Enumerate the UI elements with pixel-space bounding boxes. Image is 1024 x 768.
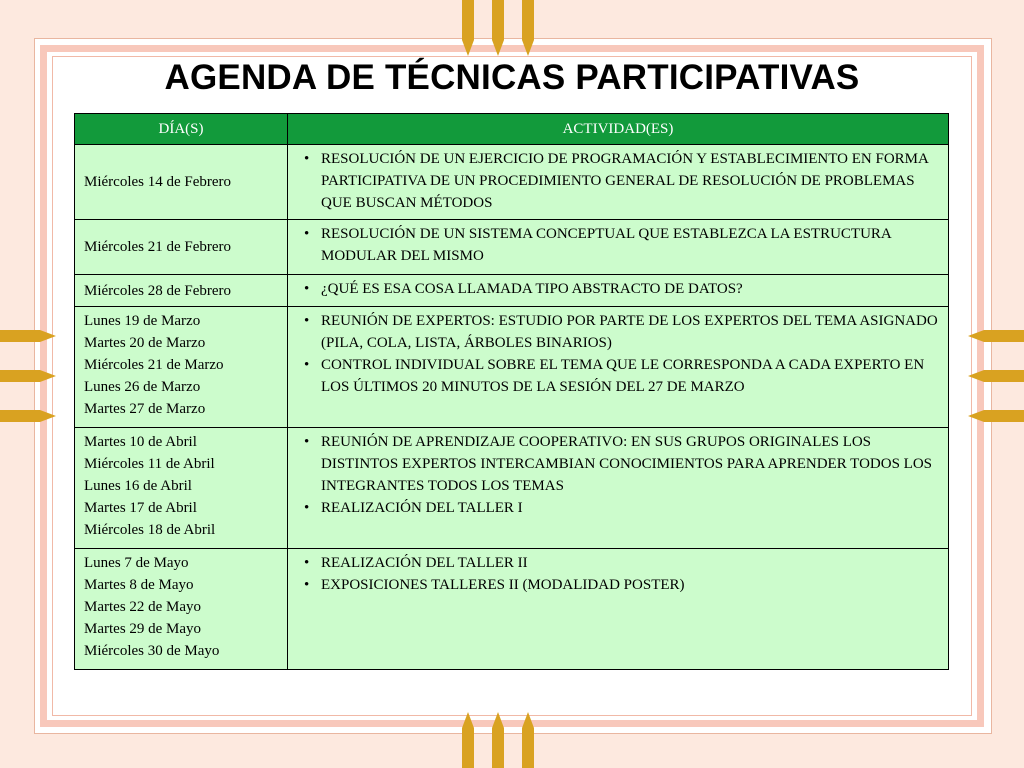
activity-list [297,278,939,300]
activity-cell [288,428,949,549]
day-text: Martes 10 de Abril [84,434,197,450]
day-text: Miércoles 28 de Febrero [84,282,232,299]
day-text: Martes 20 de Marzo [84,335,206,351]
activity-item: • REALIZACIÓN DEL TALLER II [321,552,939,574]
table-header-row [75,114,949,145]
header-day: DÍA(S) [75,114,288,145]
right-ornament [966,322,1024,442]
day-cell [75,549,288,670]
table-row [75,307,949,428]
activity-list [297,552,939,596]
day-text: Lunes 19 de Marzo [84,313,201,329]
day-text: Miércoles 21 de Marzo [84,357,224,373]
activity-cell [288,549,949,670]
day-text: Martes 17 de Abril [84,500,197,516]
day-text: Martes 8 de Mayo [84,577,194,593]
agenda-table [74,113,949,670]
activity-item: • REALIZACIÓN DEL TALLER I [321,497,939,519]
day-cell [75,275,288,307]
activity-cell [288,307,949,428]
activity-cell [288,145,949,220]
activity-list [297,148,939,214]
activity-list [297,223,939,267]
activity-item: • ¿QUÉ ES ESA COSA LLAMADA TIPO ABSTRACTO DE DATOS? [321,278,939,300]
activity-item: • RESOLUCIÓN DE UN SISTEMA CONCEPTUAL QUE ESTABLEZCA LA ESTRUCTURA MODULAR DEL MISMO [321,223,939,267]
day-text: Miércoles 18 de Abril [84,522,216,538]
activity-item: • EXPOSICIONES TALLERES II (MODALIDAD POSTER) [321,574,939,596]
top-ornament [452,0,572,58]
day-text: Miércoles 21 de Febrero [84,239,232,255]
activity-list [297,431,939,519]
day-text: Miércoles 14 de Febrero [84,174,232,190]
table-row [75,428,949,549]
activity-item: • REUNIÓN DE EXPERTOS: ESTUDIO POR PARTE DE LOS EXPERTOS DEL TEMA ASIGNADO (PILA, COLA, LISTA, ÁRBOLES BINARIOS) [321,310,939,354]
table-row [75,145,949,220]
table-row [75,275,949,307]
day-text: Lunes 7 de Mayo [84,555,189,571]
table-row [75,220,949,275]
activity-list [297,310,939,398]
activity-item: • REUNIÓN DE APRENDIZAJE COOPERATIVO: EN SUS GRUPOS ORIGINALES LOS DISTINTOS EXPERTOS INTERCAMBIAN CONOCIMIENTOS PARA APRENDER TODOS LOS INTEGRANTES TODOS LOS TEMAS [321,431,939,497]
day-text: Martes 29 de Mayo [84,621,202,637]
day-cell [75,307,288,428]
day-cell [75,220,288,275]
day-text: Martes 27 de Marzo [84,401,206,417]
day-text: Miércoles 11 de Abril [84,456,215,472]
day-text: Miércoles 30 de Mayo [84,643,220,659]
table-row [75,549,949,670]
left-ornament [0,322,58,442]
header-activity: ACTIVIDAD(ES) [288,114,949,145]
day-cell [75,428,288,549]
page-title: AGENDA DE TÉCNICAS PARTICIPATIVAS [164,58,860,97]
day-text: Lunes 26 de Marzo [84,379,201,395]
activity-cell [288,275,949,307]
day-cell [75,145,288,220]
activity-cell [288,220,949,275]
activity-item: • RESOLUCIÓN DE UN EJERCICIO DE PROGRAMACIÓN Y ESTABLECIMIENTO EN FORMA PARTICIPATIVA DE UN PROCEDIMIENTO GENERAL DE RESOLUCIÓN DE PROBLEMAS QUE BUSCAN MÉTODOS [321,148,939,214]
activity-item: • CONTROL INDIVIDUAL SOBRE EL TEMA QUE LE CORRESPONDA A CADA EXPERTO EN LOS ÚLTIMOS 20 MINUTOS DE LA SESIÓN DEL 27 DE MARZO [321,354,939,398]
day-text: Martes 22 de Mayo [84,599,202,615]
bottom-ornament [452,710,572,768]
day-text: Lunes 16 de Abril [84,478,192,494]
